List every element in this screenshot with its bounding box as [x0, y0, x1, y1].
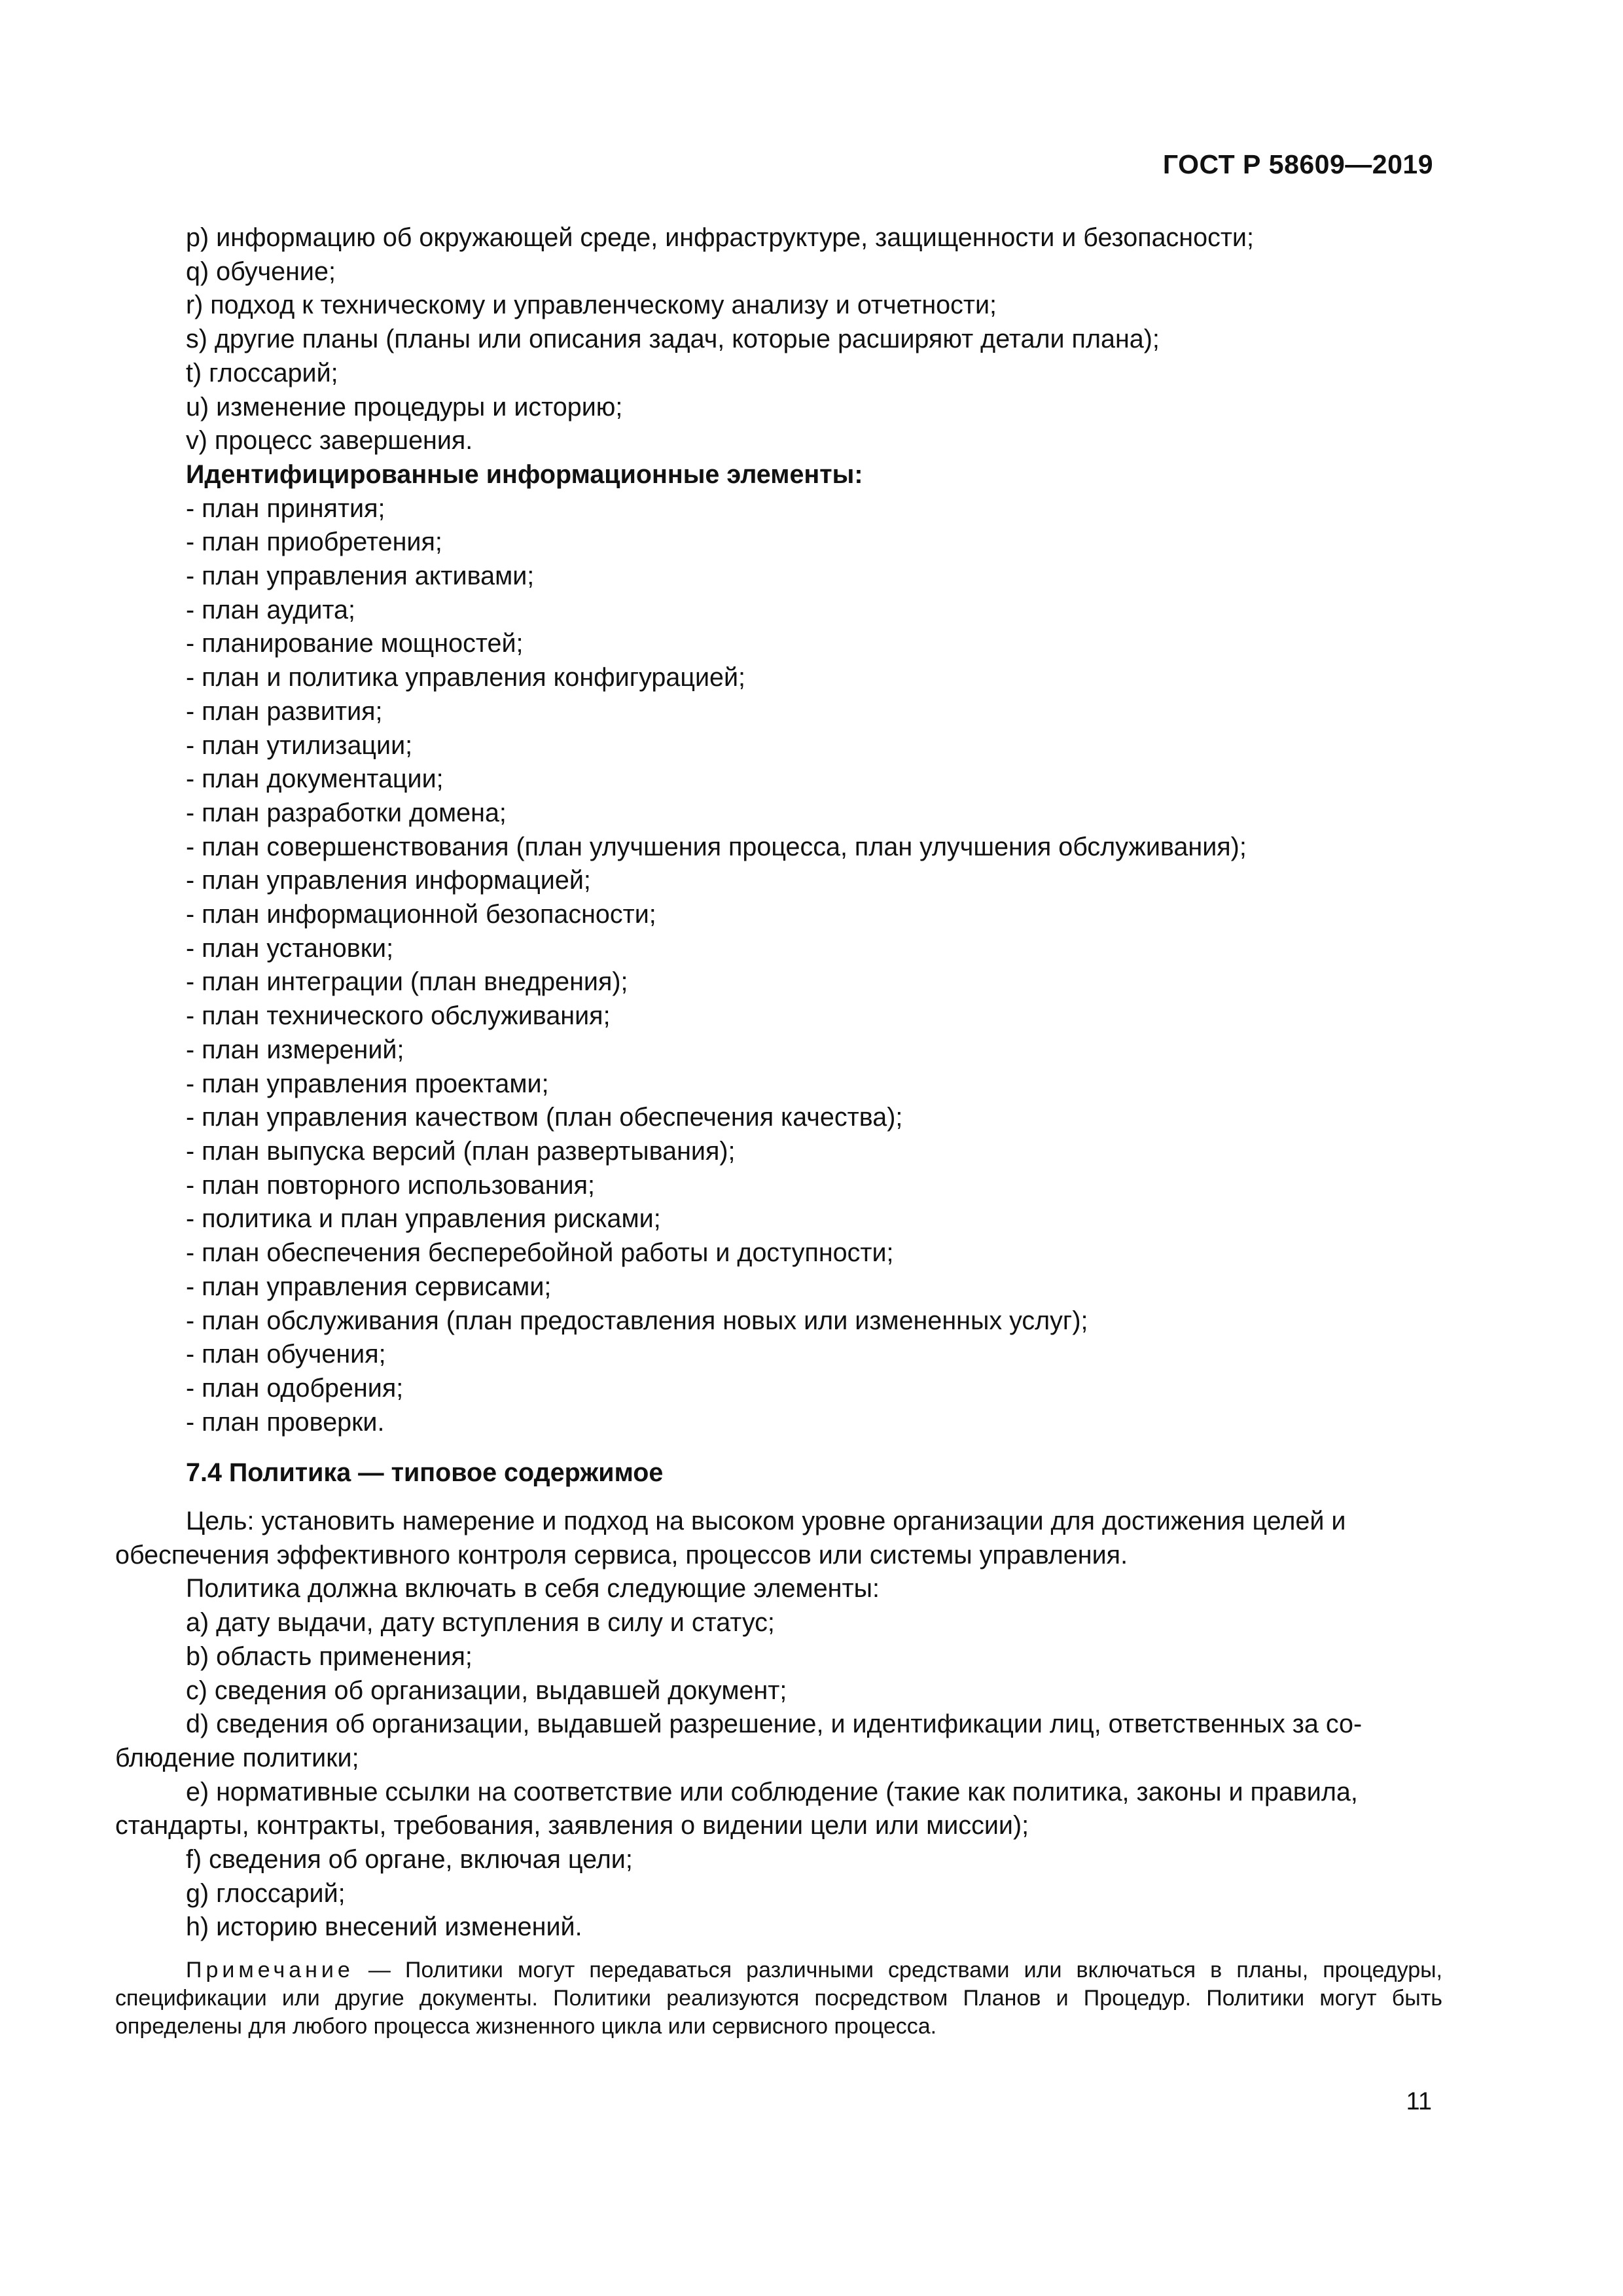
- list-item: q) обучение;: [186, 257, 336, 286]
- document-id-header: ГОСТ Р 58609—2019: [1162, 149, 1433, 179]
- list-item: - план установки;: [186, 933, 394, 963]
- note-label: Примечание: [186, 1958, 354, 1983]
- list-item: - план утилизации;: [186, 730, 413, 760]
- policy-item-c: c) сведения об организации, выдавшей документ;: [186, 1676, 787, 1705]
- policy-item-g: g) глоссарий;: [186, 1878, 346, 1908]
- purpose-line-1: Цель: установить намерение и подход на высоком уровне организации для достижения целей и: [186, 1507, 1346, 1536]
- identified-elements-list: [115, 492, 1442, 1440]
- list-item: - план разработки домена;: [186, 798, 507, 827]
- section-heading: 7.4 Политика — типовое содержимое: [186, 1458, 664, 1488]
- note-text: — Политики могут передаваться различными средствами или включаться в планы, процедуры, спецификации или другие документы. Политики реализуются посредством Планов и Процедур. Политики могут быть определены для любого процесса жизненного цикла или сервисного процесса.: [115, 1958, 1442, 2039]
- policy-item-h: h) историю внесений изменений.: [186, 1912, 582, 1942]
- list-item: - план управления проектами;: [186, 1069, 549, 1098]
- page-number: 11: [1406, 2088, 1432, 2115]
- purpose-line-2: обеспечения эффективного контроля сервиса, процессов или системы управления.: [115, 1540, 1128, 1570]
- list-item: - план управления активами;: [186, 562, 535, 591]
- list-item: - план развития;: [186, 696, 383, 726]
- list-item: t) глоссарий;: [186, 358, 338, 387]
- list-item: u) изменение процедуры и историю;: [186, 392, 623, 422]
- page-content: [115, 221, 1442, 2041]
- continued-items-list: [115, 221, 1442, 458]
- policy-item-e-line-2: стандарты, контракты, требования, заявления о видении цели или миссии);: [115, 1811, 1029, 1840]
- policy-item-d-line-2: блюдение политики;: [115, 1743, 359, 1772]
- list-item: - план обеспечения бесперебойной работы и доступности;: [186, 1238, 894, 1268]
- policy-item-b: b) область применения;: [186, 1641, 473, 1671]
- list-item: - план управления качеством (план обеспечения качества);: [186, 1103, 903, 1132]
- list-item: - план одобрения;: [186, 1373, 404, 1403]
- list-item: - план технического обслуживания;: [186, 1001, 611, 1031]
- list-item: - план управления сервисами;: [186, 1272, 552, 1301]
- policy-item-e-line-1: e) нормативные ссылки на соответствие или соблюдение (такие как политика, законы и правила,: [186, 1777, 1358, 1806]
- list-item: - план обслуживания (план предоставления новых или измененных услуг);: [186, 1306, 1088, 1335]
- list-item: - план выпуска версий (план развертывания);: [186, 1136, 736, 1166]
- list-item: r) подход к техническому и управленческому анализу и отчетности;: [186, 291, 997, 320]
- list-item: - политика и план управления рисками;: [186, 1204, 661, 1234]
- list-item: - план приобретения;: [186, 528, 442, 557]
- list-item: - план повторного использования;: [186, 1170, 595, 1200]
- policy-item-a: a) дату выдачи, дату вступления в силу и статус;: [186, 1608, 775, 1638]
- policy-item-d-line-1: d) сведения об организации, выдавшей разрешение, и идентификации лиц, ответственных за со-: [186, 1710, 1363, 1739]
- list-item: - планирование мощностей;: [186, 629, 524, 658]
- list-item: - план документации;: [186, 764, 444, 794]
- note-paragraph: [115, 1956, 1442, 2041]
- list-item: p) информацию об окружающей среде, инфраструктуре, защищенности и безопасности;: [186, 223, 1254, 252]
- list-item: - план интеграции (план внедрения);: [186, 967, 628, 997]
- list-item: - план проверки.: [186, 1407, 385, 1437]
- list-item: - план управления информацией;: [186, 866, 591, 895]
- list-item: - план принятия;: [186, 493, 385, 523]
- policy-intro: Политика должна включать в себя следующие элементы:: [186, 1574, 880, 1604]
- identified-elements-heading: Идентифицированные информационные элементы:: [186, 459, 863, 489]
- list-item: - план аудита;: [186, 595, 355, 624]
- list-item: - план обучения;: [186, 1340, 386, 1369]
- list-item: - план совершенствования (план улучшения процесса, план улучшения обслуживания);: [186, 832, 1247, 861]
- list-item: - план и политика управления конфигурацией;: [186, 663, 746, 692]
- list-item: s) другие планы (планы или описания задач, которые расширяют детали плана);: [186, 325, 1160, 354]
- list-item: - план информационной безопасности;: [186, 900, 656, 929]
- list-item: - план измерений;: [186, 1035, 404, 1064]
- list-item: v) процесс завершения.: [186, 426, 473, 456]
- policy-item-f: f) сведения об органе, включая цели;: [186, 1845, 633, 1874]
